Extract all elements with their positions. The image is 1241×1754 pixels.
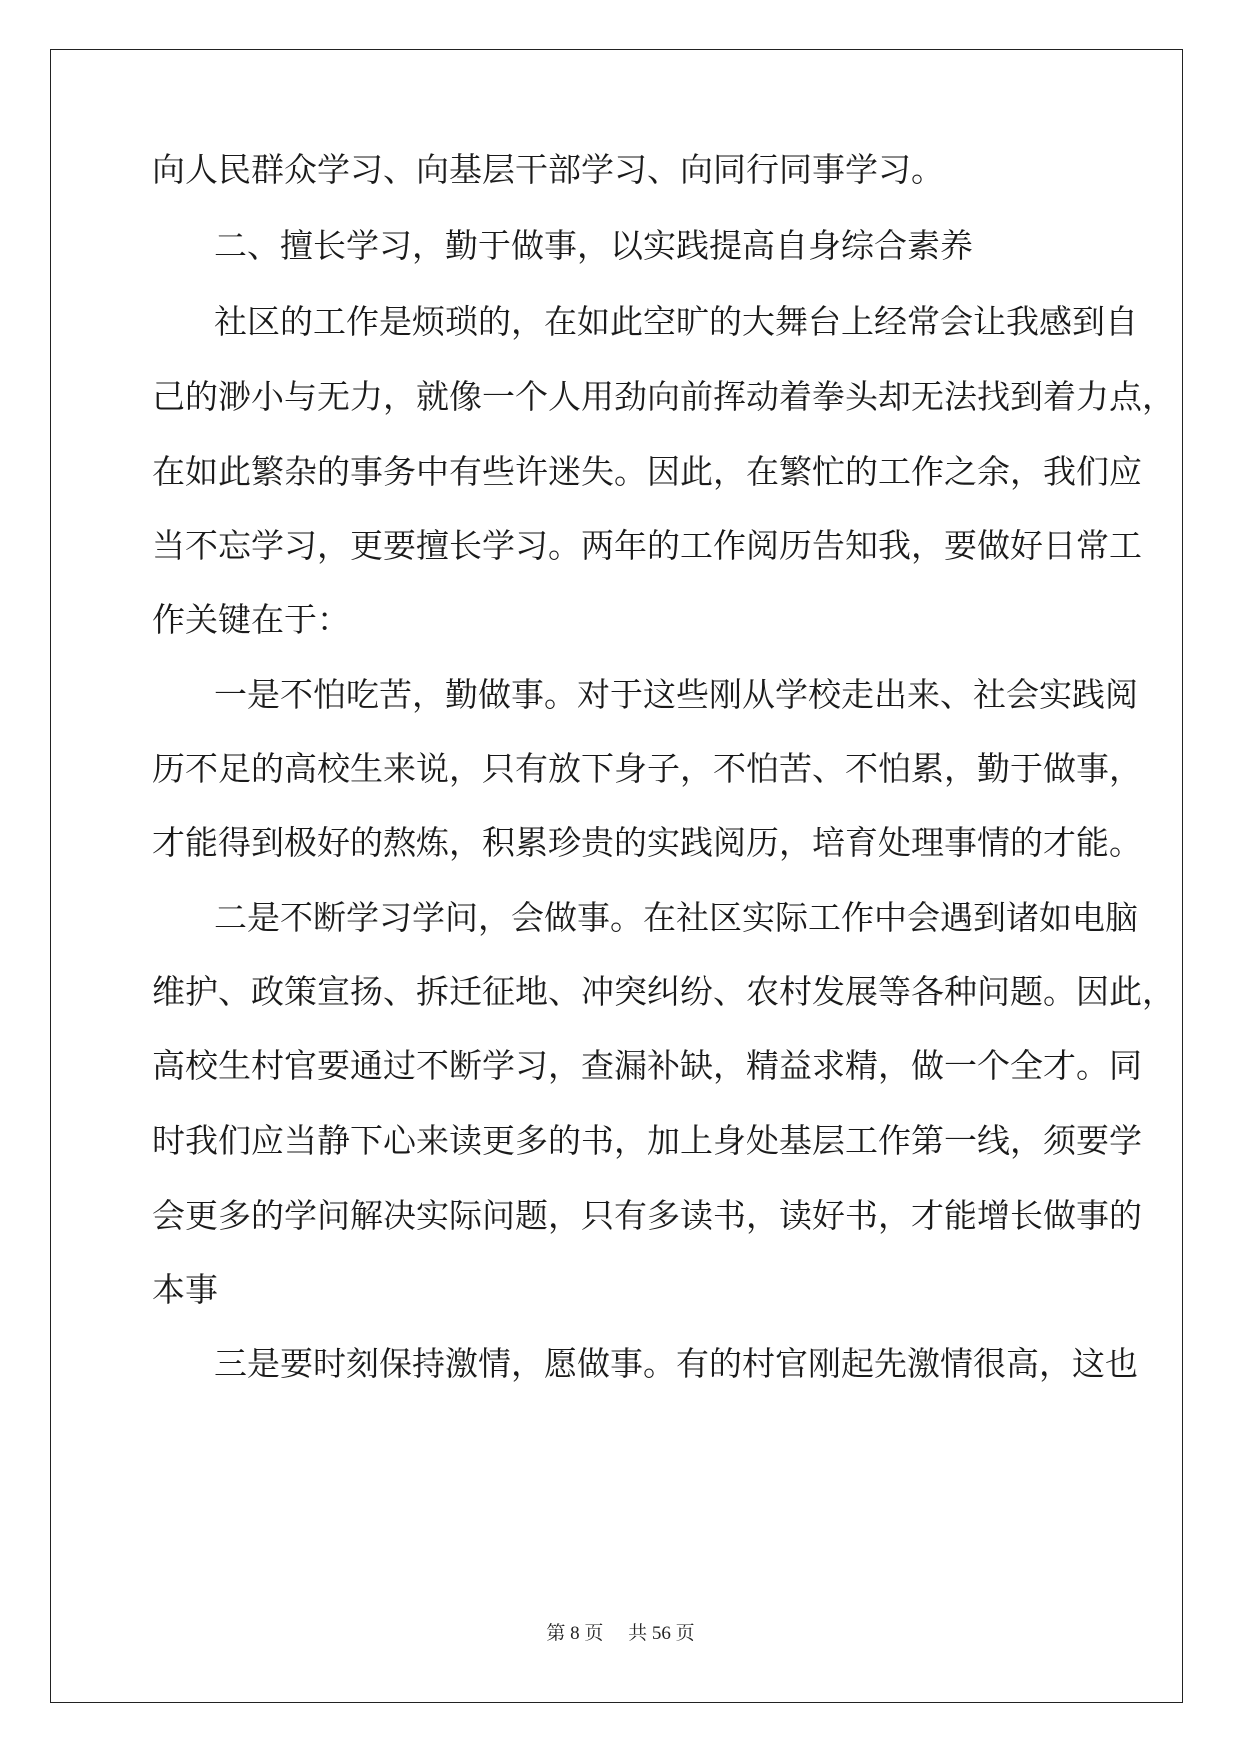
text-line-10: 才能得到极好的熬炼，积累珍贵的实践阅历，培育处理事情的才能。: [152, 823, 1142, 862]
text-line-7: 作关键在于：: [152, 600, 350, 639]
section-heading: 二、擅长学习，勤于做事，以实践提高自身综合素养: [214, 226, 973, 265]
text-line-4: 己的渺小与无力，就像一个人用劲向前挥动着拳头却无法找到着力点，: [152, 377, 1175, 416]
text-line-13: 高校生村官要通过不断学习，查漏补缺，精益求精，做一个全才。同: [152, 1046, 1142, 1085]
text-line-8: 一是不怕吃苦，勤做事。对于这些刚从学校走出来、社会实践阅: [214, 675, 1138, 714]
text-line-17: 三是要时刻保持激情，愿做事。有的村官刚起先激情很高，这也: [214, 1344, 1138, 1383]
page-number: 第 8 页: [546, 1623, 604, 1644]
text-line-1: 向人民群众学习、向基层干部学习、向同行同事学习。: [152, 150, 944, 189]
text-line-9: 历不足的高校生来说，只有放下身子，不怕苦、不怕累，勤于做事，: [152, 749, 1142, 788]
text-line-6: 当不忘学习，更要擅长学习。两年的工作阅历告知我，要做好日常工: [152, 526, 1142, 565]
page-footer: [0, 1618, 1241, 1645]
page-border: [50, 49, 1183, 1703]
text-line-11: 二是不断学习学问，会做事。在社区实际工作中会遇到诸如电脑: [214, 898, 1138, 937]
text-line-12: 维护、政策宣扬、拆迁征地、冲突纠纷、农村发展等各种问题。因此，: [152, 972, 1175, 1011]
text-line-16: 本事: [152, 1270, 218, 1309]
text-line-3: 社区的工作是烦琐的，在如此空旷的大舞台上经常会让我感到自: [214, 302, 1138, 341]
text-line-15: 会更多的学问解决实际问题，只有多读书，读好书，才能增长做事的: [152, 1196, 1142, 1235]
page-total: 共 56 页: [628, 1623, 695, 1644]
text-line-14: 时我们应当静下心来读更多的书，加上身处基层工作第一线，须要学: [152, 1121, 1142, 1160]
text-line-5: 在如此繁杂的事务中有些许迷失。因此，在繁忙的工作之余，我们应: [152, 452, 1142, 491]
